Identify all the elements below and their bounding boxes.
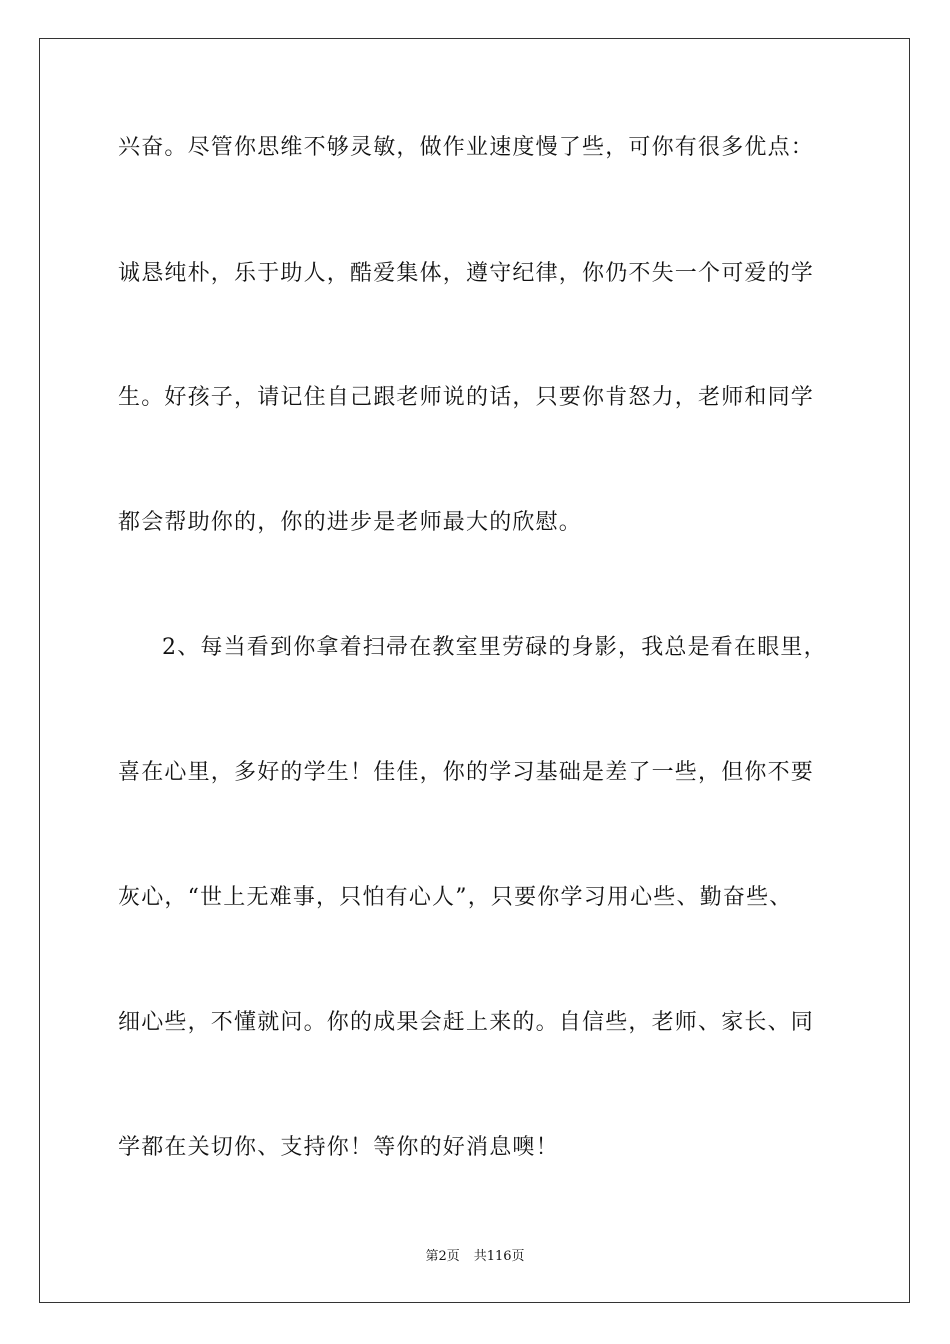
paragraph-line-3: 生。好孩子，请记住自己跟老师说的话，只要你肯怒力，老师和同学 [118,385,815,410]
paragraph-line-9: 学都在关切你、支持你！等你的好消息噢！ [118,1135,559,1160]
paragraph-line-5: 2、每当看到你拿着扫帚在教室里劳碌的身影，我总是看在眼里， [162,635,827,660]
paragraph-line-8: 细心些，不懂就问。你的成果会赶上来的。自信些，老师、家长、同 [118,1010,815,1035]
paragraph-line-2: 诚恳纯朴，乐于助人，酷爱集体，遵守纪律，你仍不失一个可爱的学 [118,261,815,286]
paragraph-line-1: 兴奋。尽管你思维不够灵敏，做作业速度慢了些，可你有很多优点： [118,135,815,160]
paragraph-line-7: 灰心，“世上无难事，只怕有心人”，只要你学习用心些、勤奋些、 [118,885,793,910]
page-frame [39,38,910,1303]
paragraph-line-4: 都会帮助你的，你的进步是老师最大的欣慰。 [118,510,583,535]
page-total: 共116页 [473,1249,525,1264]
page-number: 第2页 [425,1249,460,1264]
page-footer [0,1248,950,1266]
paragraph-line-6: 喜在心里，多好的学生！佳佳，你的学习基础是差了一些，但你不要 [118,760,815,785]
